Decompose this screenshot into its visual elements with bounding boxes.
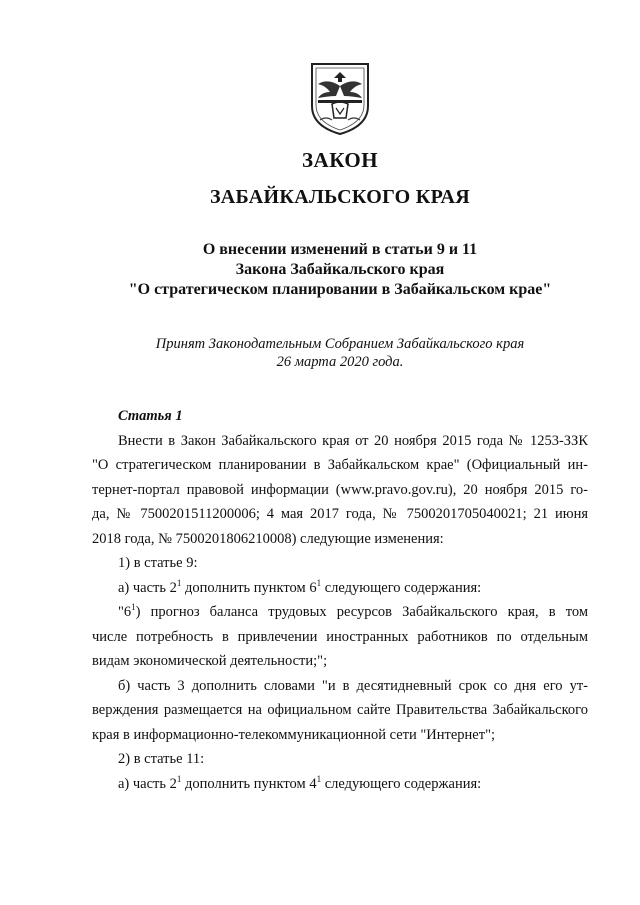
paragraph-line: Внести в Закон Забайкальского края от 20 ноября 2015 года № 1253-ЗЗК [118,432,588,449]
coat-of-arms-emblem [306,60,374,136]
document-body [92,404,588,796]
paragraph-line: тернет-портал правовой информации (www.pravo.gov.ru), 20 ноября 2015 го- [92,481,588,498]
superscript: 1 [316,773,322,784]
region-title: ЗАБАЙКАЛЬСКОГО КРАЯ [209,186,471,208]
subtitle-line: Закона Забайкальского края [235,261,445,278]
text-fragment: ) прогноз баланса трудовых ресурсов Забайкальского края, в том [135,604,588,620]
subtitle-line: О внесении изменений в статьи 9 и 11 [202,241,478,258]
text-fragment: а) часть 2 [118,775,177,792]
list-item: 1) в статье 9: [118,555,198,571]
superscript: 1 [176,577,182,588]
list-item: б) часть 3 дополнить словами "и в десятидневный срок со дня его ут- [118,677,588,694]
adoption-line: Принят Законодательным Собранием Забайкальского края [155,336,525,352]
text-fragment: а) часть 2 [118,579,177,596]
subtitle-line: "О стратегическом планировании в Забайкальском крае" [128,281,552,298]
list-item [92,772,588,797]
list-item: 2) в статье 11: [118,751,205,767]
text-fragment: дополнить пунктом 6 [181,579,317,596]
text-fragment: следующего содержания: [321,775,482,792]
paragraph-line: да, № 7500201511200006; 4 мая 2017 года, № 7500201705040021; 21 июня [92,506,588,522]
article-heading: Статья 1 [118,408,183,424]
text-fragment: дополнить пунктом 4 [181,775,317,792]
quote-line [92,600,588,625]
adoption-note [0,335,640,371]
paragraph-line: края в информационно-телекоммуникационной сети "Интернет"; [92,726,496,743]
paragraph-line: 2018 года, № 7500201806210008) следующие изменения: [92,530,444,547]
paragraph-line: "О стратегическом планировании в Забайкальском крае" (Официальный ин- [92,457,588,473]
law-title: ЗАКОН [301,148,379,172]
text-fragment: следующего содержания: [321,579,482,596]
law-subtitle [0,240,640,300]
adoption-line: 26 марта 2020 года. [276,354,404,370]
quote-line: числе потребность в привлечении иностранных работников по отдельным [92,628,588,645]
quote-line: видам экономической деятельности;"; [92,653,328,669]
superscript: 1 [131,602,136,612]
text-fragment: "6 [118,604,132,620]
paragraph-line: верждения размещается на официальном сайте Правительства Забайкальского [92,702,588,718]
superscript: 1 [176,773,182,784]
superscript: 1 [316,577,322,588]
list-item [92,576,588,601]
